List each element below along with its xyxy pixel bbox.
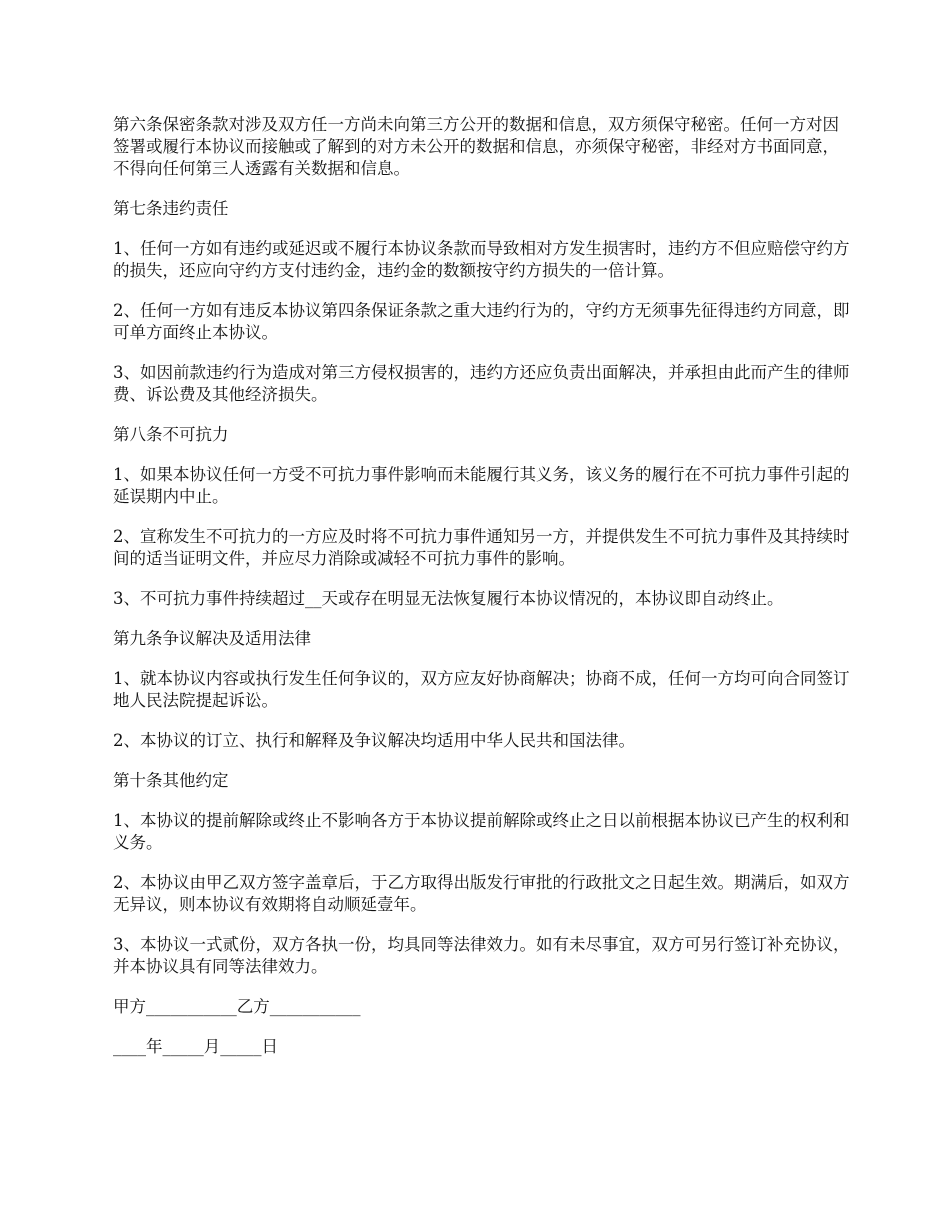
article-10-clause-1: 1、本协议的提前解除或终止不影响各方于本协议提前解除或终止之日以前根据本协议已产生的权利和义务。	[113, 811, 850, 852]
article-7-clause-2: 2、任何一方如有违反本协议第四条保证条款之重大违约行为的，守约方无须事先征得违约方同意，即可单方面终止本协议。	[113, 301, 850, 342]
document-page	[113, 114, 853, 1076]
article-9-title: 第九条争议解决及适用法律	[113, 629, 311, 648]
article-8-clause-1: 1、如果本协议任何一方受不可抗力事件影响而未能履行其义务，该义务的履行在不可抗力事件引起的延误期内中止。	[113, 465, 850, 506]
article-9-clause-2: 2、本协议的订立、执行和解释及争议解决均适用中华人民共和国法律。	[113, 731, 635, 750]
date-line: ____年_____月_____日	[113, 1037, 278, 1056]
signature-line: 甲方___________乙方___________	[113, 997, 361, 1016]
article-8-title: 第八条不可抗力	[113, 425, 229, 444]
article-9-clause-1: 1、就本协议内容或执行发生任何争议的，双方应友好协商解决；协商不成，任何一方均可向合同签订地人民法院提起诉讼。	[113, 669, 850, 710]
article-7-clause-1: 1、任何一方如有违约或延迟或不履行本协议条款而导致相对方发生损害时，违约方不但应赔偿守约方的损失，还应向守约方支付违约金，违约金的数额按守约方损失的一倍计算。	[113, 239, 850, 280]
article-7-clause-3: 3、如因前款违约行为造成对第三方侵权损害的，违约方还应负责出面解决，并承担由此而产生的律师费、诉讼费及其他经济损失。	[113, 363, 850, 404]
article-7-title: 第七条违约责任	[113, 199, 229, 218]
article-8-clause-2: 2、宣称发生不可抗力的一方应及时将不可抗力事件通知另一方，并提供发生不可抗力事件及其持续时间的适当证明文件，并应尽力消除或减轻不可抗力事件的影响。	[113, 527, 850, 568]
article-6-confidentiality: 第六条保密条款对涉及双方任一方尚未向第三方公开的数据和信息，双方须保守秘密。任何一方对因签署或履行本协议而接触或了解到的对方未公开的数据和信息，亦须保守秘密，非经对方书面同意，不得向任何第三人透露有关数据和信息。	[113, 115, 839, 178]
article-8-clause-3: 3、不可抗力事件持续超过__天或存在明显无法恢复履行本协议情况的，本协议即自动终止。	[113, 589, 784, 608]
article-10-title: 第十条其他约定	[113, 771, 229, 790]
article-10-clause-3: 3、本协议一式贰份，双方各执一份，均具同等法律效力。如有未尽事宜，双方可另行签订补充协议，并本协议具有同等法律效力。	[113, 935, 850, 976]
article-10-clause-2: 2、本协议由甲乙双方签字盖章后，于乙方取得出版发行审批的行政批文之日起生效。期满后，如双方无异议，则本协议有效期将自动顺延壹年。	[113, 873, 850, 914]
